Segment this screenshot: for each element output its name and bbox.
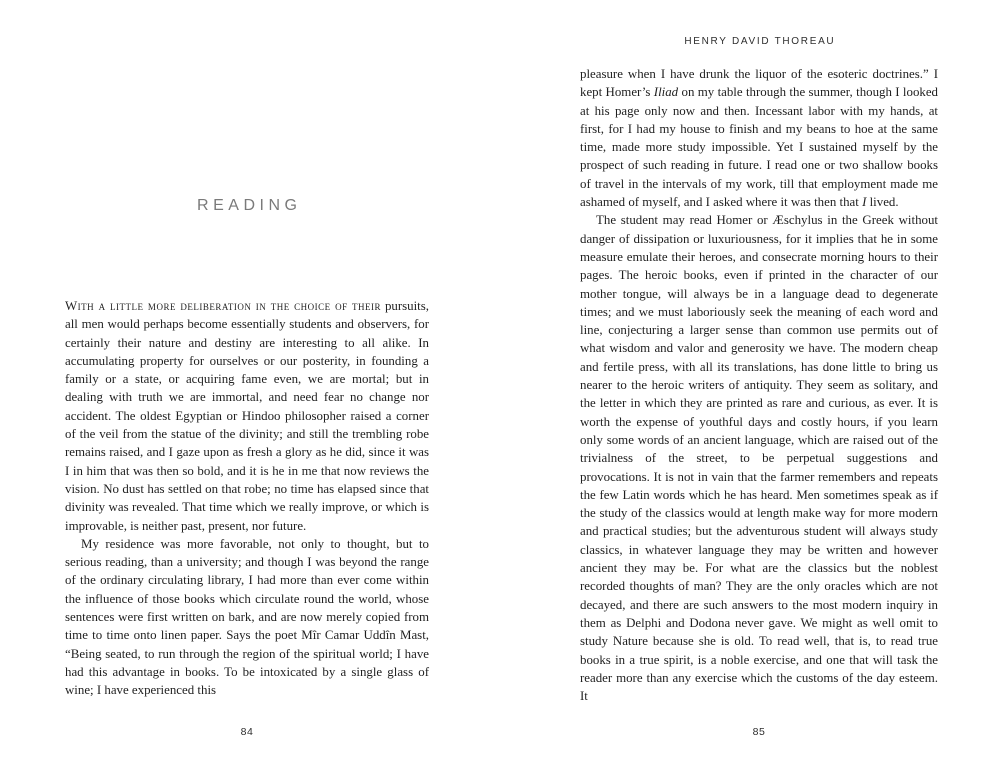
right-page-number: 85 [752, 726, 766, 738]
left-page-body [65, 297, 429, 700]
paragraph [580, 65, 938, 211]
left-page-number: 84 [240, 726, 254, 738]
text-segment: on my table through the summer, though I looked at his page only now and then. Incessant labor with my hands, at first, for I had my house to finish and my beans to hoe at the same time, made more study impossible. Yet I sustained myself by the prospect of such reading in future. I read one or two shallow books of travel in the intervals of my work, till that employment made me ashamed of myself, and I asked where it was then that [580, 85, 939, 210]
running-header: HENRY DAVID THOREAU [684, 36, 836, 47]
paragraph [65, 297, 429, 535]
paragraph [65, 535, 429, 700]
paragraph [580, 211, 938, 705]
right-page [580, 0, 938, 768]
text-segment: pleasure when I have drunk the liquor of the esoteric doctrines.” I kept Homer’s [580, 67, 938, 100]
chapter-title: READING [197, 196, 302, 214]
left-page [65, 0, 429, 768]
text-segment: lived. [866, 195, 899, 210]
text-segment: The student may read Homer or Æschylus in the Greek without danger of dissipation or luxuriousness, for it implies that he in some measure emulate their heroes, and consecrate morning hours to their pages. The heroic books, even if printed in the character of our mother tongue, will always be in a language dead to degenerate times; and we must laboriously seek the meaning of each word and line, conjecturing a larger sense than common use permits out of what wisdom and valor and generosity we have. The modern cheap and fertile press, with all its translations, has done little to bring us nearer to the heroic writers of antiquity. They seem as solitary, and the letter in which they are printed as rare and curious, as ever. It is worth the expense of youthful days and costly hours, if you learn only some words of an ancient language, which are raised out of the trivialness of the street, to be perpetual suggestions and provocations. It is not in vain that the farmer remembers and repeats the few Latin words which he has heard. Men sometimes speak as if the study of the classics would at length make way for more modern and practical studies; but the adventurous student will always study classics, in whatever language they may be written and however ancient they may be. For what are the classics but the noblest recorded thoughts of man? They are the only oracles which are not decayed, and there are such answers to the most modern inquiry in them as Delphi and Dodona never gave. We might as well omit to study Nature because she is old. To read well, that is, to read true books in a true spirit, is a noble exercise, and one that will task the reader more than any exercise which the customs of the day esteem. It [580, 213, 938, 704]
text-segment: With a little more deliberation in the choice of their [65, 299, 382, 313]
right-page-body [580, 65, 938, 705]
text-segment: My residence was more favorable, not only to thought, but to serious reading, than a university; and though I was beyond the range of the ordinary circulating library, I had more than ever come within the influence of those books which circulate round the world, whose sentences were first written on bark, and are now merely copied from time to time onto linen paper. Says the poet Mîr Camar Uddîn Mast, “Being seated, to run through the region of the spiritual world; I have had this advantage in books. To be intoxicated by a single glass of wine; I have experienced this [65, 536, 429, 698]
text-segment: pursuits, all men would perhaps become essentially students and observers, for certainly their nature and destiny are interesting to all alike. In accumulating property for ourselves or our posterity, in founding a family or a state, or acquiring fame even, we are mortal; but in dealing with truth we are immortal, and need fear no change nor accident. The oldest Egyptian or Hindoo philosopher raised a corner of the veil from the statue of the divinity; and still the trembling robe remains raised, and I gaze upon as fresh a glory as he did, since it was I in him that was then so bold, and it is he in me that now reviews the vision. No dust has settled on that robe; no time has elapsed since that divinity was revealed. That time which we really improve, or which is improvable, is neither past, present, nor future. [65, 299, 429, 533]
text-segment: Iliad [653, 85, 679, 100]
text-segment: I [862, 195, 867, 210]
